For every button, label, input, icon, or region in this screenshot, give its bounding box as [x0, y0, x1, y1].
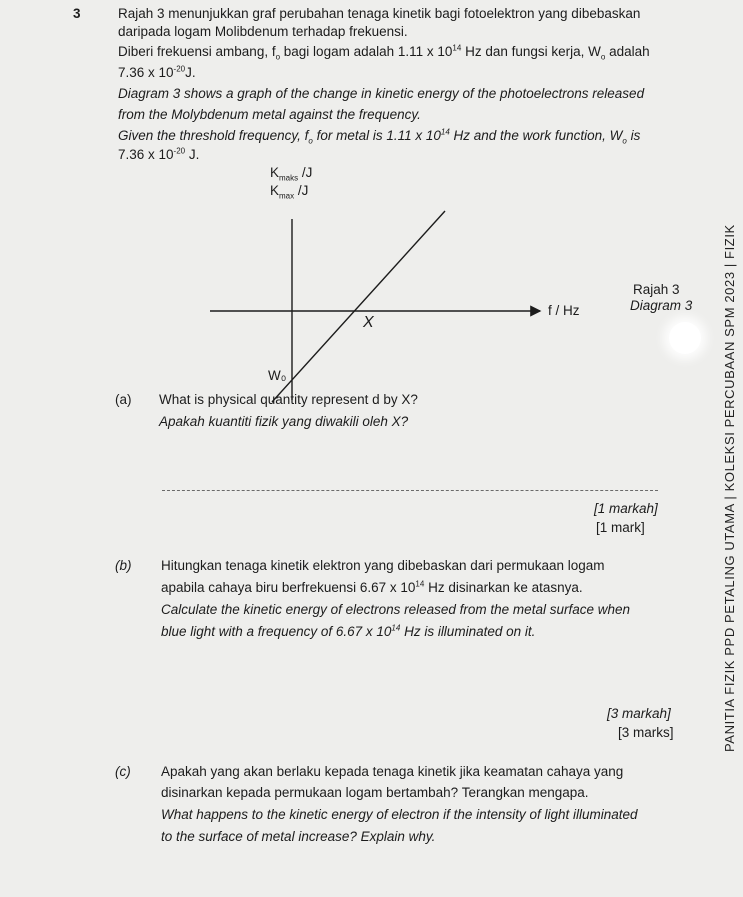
part-a-marks-en: [1 mark]: [596, 520, 645, 535]
part-c-line2-en: to the surface of metal increase? Explain why.: [161, 829, 436, 844]
given-en-line3: Given the threshold frequency, $f_o$ for metal is 1.11 x $10^{14}$ Hz and the work function, $W_o$ is: [118, 127, 641, 146]
part-b-marks-ms: [3 markah]: [607, 706, 671, 721]
part-b-line1-ms: Hitungkan tenaga kinetik elektron yang dibebaskan dari permukaan logam: [161, 558, 605, 573]
graph-line: [272, 211, 445, 402]
point-label-x: X: [363, 314, 374, 331]
part-a-label: (a): [115, 392, 132, 407]
given-ms-line3: Diberi frekuensi ambang, $f_o$ bagi logam adalah 1.11 x $10^{14}$ Hz dan fungsi kerja, $W_o$ adalah: [118, 43, 650, 62]
part-b-line2-en: blue light with a frequency of 6.67 x $10^{14}$ Hz is illuminated on it.: [161, 623, 536, 639]
part-a-question-en: What is physical quantity represent d by X?: [159, 392, 418, 407]
part-c-line1-ms: Apakah yang akan berlaku kepada tenaga kinetik jika keamatan cahaya yang: [161, 764, 624, 779]
part-c-label: (c): [115, 764, 131, 779]
intro-en-line2: from the Molybdenum metal against the frequency.: [118, 107, 421, 122]
intercept-label: W₀: [268, 368, 287, 383]
intro-ms-line1: Rajah 3 menunjukkan graf perubahan tenaga kinetik bagi fotoelektron yang dibebaskan: [118, 6, 641, 21]
part-c-line2-ms: disinarkan kepada permukaan logam bertambah? Terangkan mengapa.: [161, 785, 589, 800]
part-b-line2-ms: apabila cahaya biru berfrekuensi 6.67 x $10^{14}$ Hz disinarkan ke atasnya.: [161, 579, 583, 595]
question-number: 3: [73, 6, 81, 21]
light-glare: [669, 322, 701, 354]
ylabel-ms: $K_{maks}$ /J: [270, 165, 313, 183]
caption-ms: Rajah 3: [633, 282, 680, 297]
given-en-line4: 7.36 x $10^{-20}$ J.: [118, 146, 200, 162]
part-b-line1-en: Calculate the kinetic energy of electrons released from the metal surface when: [161, 602, 630, 617]
ylabel-en: $K_{max}$ /J: [270, 183, 309, 201]
intro-ms-line2: daripada logam Molibdenum terhadap frekuensi.: [118, 24, 408, 39]
kinetic-energy-graph: [200, 205, 560, 405]
part-b-marks-en: [3 marks]: [618, 725, 674, 740]
caption-en: Diagram 3: [630, 298, 693, 313]
sidebar-watermark: PANITIA FIZIK PPD PETALING UTAMA | KOLEKSI PERCUBAAN SPM 2023 | FIZIK: [722, 224, 737, 752]
intro-en-line1: Diagram 3 shows a graph of the change in kinetic energy of the photoelectrons released: [118, 86, 645, 101]
part-b-label: (b): [115, 558, 132, 573]
xlabel: f / Hz: [548, 303, 580, 318]
part-a-marks-ms: [1 markah]: [594, 501, 658, 516]
answer-line: [162, 490, 658, 491]
part-a-question-ms: Apakah kuantiti fizik yang diwakili oleh X?: [159, 414, 409, 429]
part-c-line1-en: What happens to the kinetic energy of electron if the intensity of light illuminated: [161, 807, 638, 822]
given-ms-line4: 7.36 x $10^{-20}J$.: [118, 64, 196, 80]
